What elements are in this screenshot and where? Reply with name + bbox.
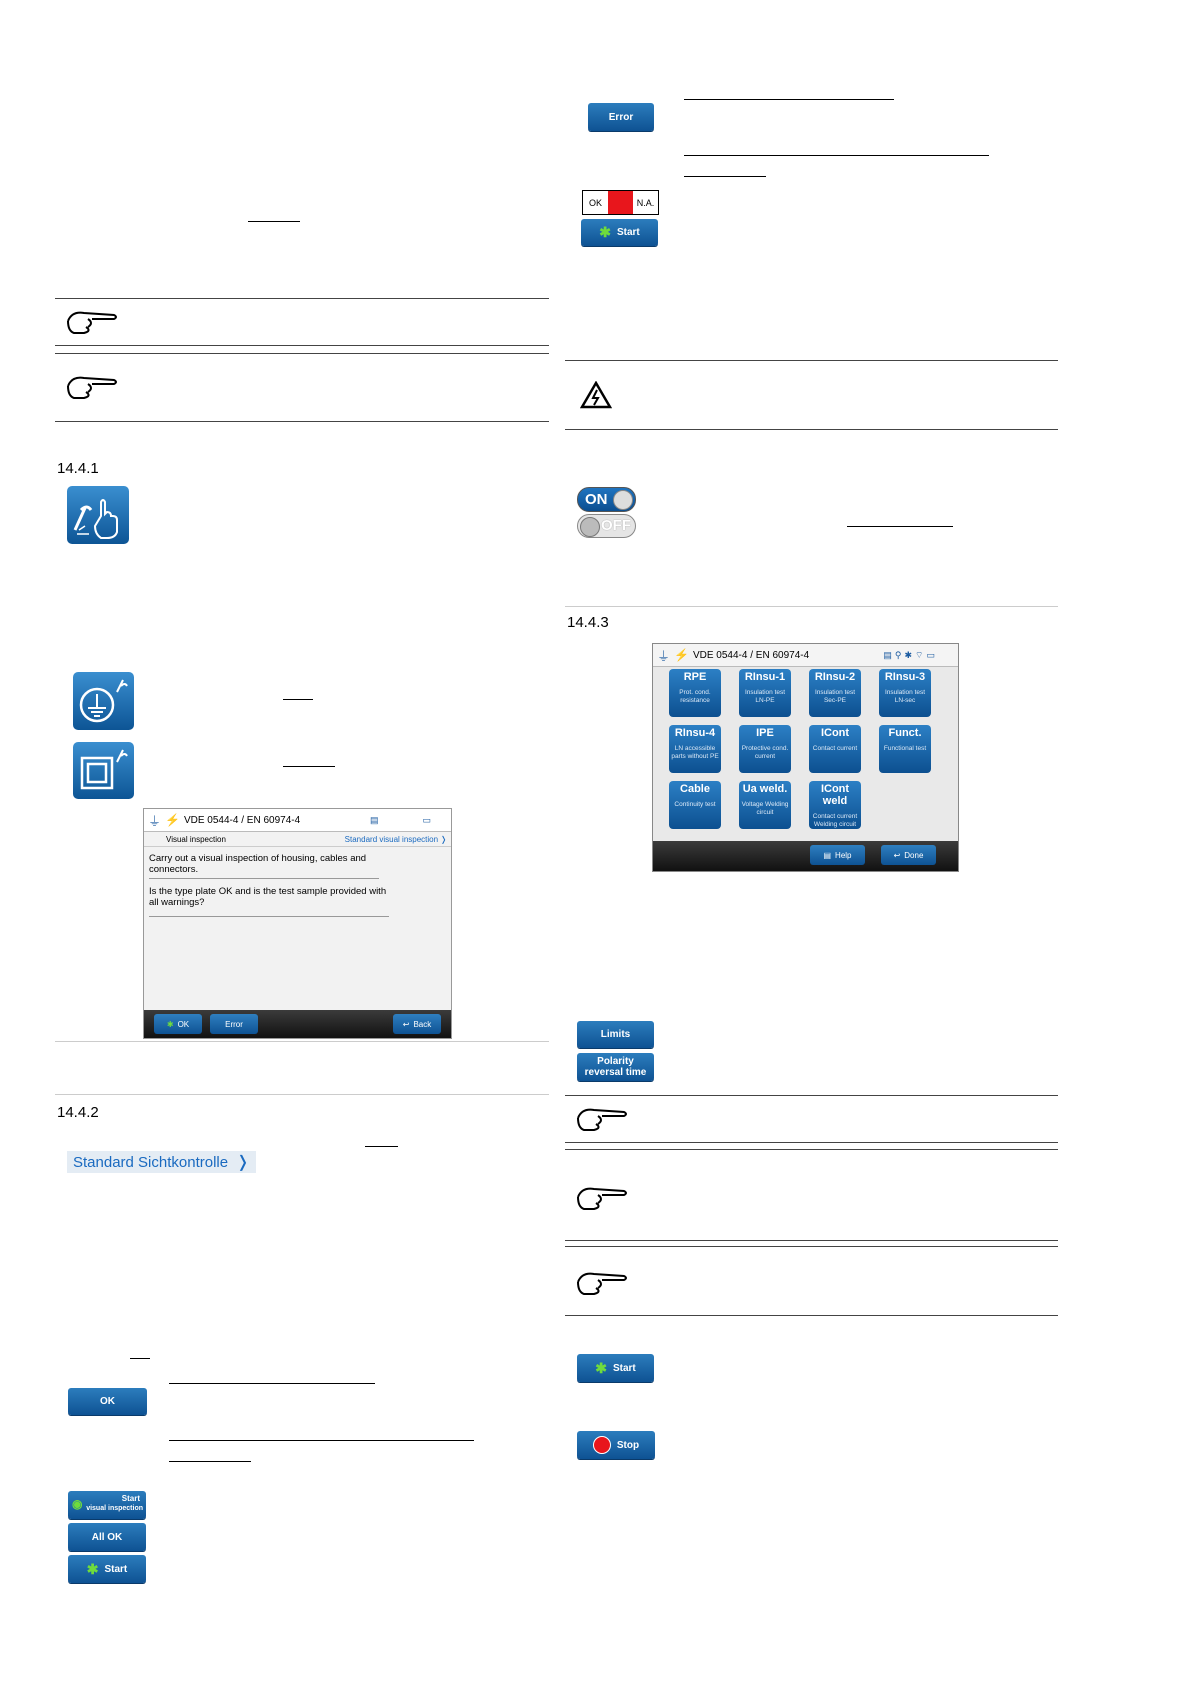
test-tile-subtitle: Prot. cond. resistance (679, 689, 711, 704)
test-selection-screen (652, 643, 959, 872)
test-tile-subtitle: Contact current Welding circuit (812, 813, 858, 828)
screen-done-button[interactable]: ↩ Done (881, 845, 936, 865)
underline-mark (130, 1358, 150, 1359)
test-tile-title: RInsu-2 (814, 671, 856, 683)
screen-help-button[interactable]: ▤ Help (810, 845, 865, 865)
start-button[interactable]: ✱ Start (581, 219, 658, 246)
underline-mark (365, 1146, 398, 1147)
test-tile-title: ICont weld (820, 783, 850, 807)
na-option[interactable]: N.A. (636, 197, 655, 208)
underline-mark (847, 526, 953, 527)
memory-icon: ▤ (369, 814, 379, 825)
test-tile[interactable] (669, 781, 721, 829)
test-tile-subtitle: Functional test (883, 745, 927, 752)
test-tile-subtitle: Contact current (812, 745, 858, 752)
screen-title-bar (144, 809, 451, 832)
test-tile-title: Cable (680, 783, 710, 795)
underline-mark (283, 766, 335, 767)
divider (55, 298, 549, 299)
test-tile[interactable] (739, 669, 791, 717)
test-tile[interactable] (669, 725, 721, 773)
standard-visual-inspection-link[interactable]: Standard Sichtkontrolle ❭ (67, 1151, 256, 1173)
test-tile-grid (653, 644, 958, 871)
screen-ok-button[interactable]: ✱ OK (154, 1014, 202, 1034)
test-tile[interactable] (809, 725, 861, 773)
divider (55, 421, 549, 422)
divider (565, 1246, 1058, 1247)
start-button[interactable]: ✱ Start (577, 1354, 654, 1382)
visual-inspection-screen (143, 808, 452, 1039)
divider (55, 353, 549, 354)
pointing-hand-icon (576, 1268, 628, 1298)
electrical-warning-icon (580, 381, 612, 409)
screen-bottom-bar (144, 1010, 451, 1038)
protection-class-2-tile[interactable] (73, 742, 134, 799)
battery-icon: ▭ (422, 814, 431, 825)
test-tile-title: ICont (820, 727, 850, 739)
eye-icon: ◉ (72, 1497, 83, 1511)
limits-button[interactable]: Limits (577, 1021, 654, 1048)
pointing-hand-icon (66, 307, 118, 337)
pointing-hand-icon (576, 1183, 628, 1213)
test-tile-subtitle: Continuity test (674, 801, 716, 808)
stop-button[interactable]: Stop (577, 1431, 655, 1459)
visual-inspection-tile[interactable] (67, 486, 129, 544)
underline-mark (169, 1383, 375, 1384)
welding-icon: ⚡ (165, 813, 180, 827)
toggle-off[interactable]: OFF (577, 514, 636, 538)
underline-mark (169, 1461, 251, 1462)
divider (565, 606, 1058, 607)
divider (565, 1142, 1058, 1143)
test-tile-title: RInsu-4 (674, 727, 716, 739)
inspection-question-2: Is the type plate OK and is the test sample provided with all warnings? (149, 879, 389, 917)
test-tile[interactable] (739, 781, 791, 829)
polarity-reversal-time-button[interactable]: Polarity reversal time (577, 1053, 654, 1081)
earth-icon: ⏚ (657, 648, 671, 664)
screen-header-left: Visual inspection (166, 834, 226, 844)
section-number: 14.4.2 (57, 1104, 99, 1121)
divider (55, 345, 549, 346)
start-icon: ✱ (595, 1359, 607, 1376)
test-tile-title: Funct. (888, 727, 922, 739)
test-tile[interactable] (809, 781, 861, 829)
divider (565, 429, 1058, 430)
test-tile-subtitle: Insulation test LN-PE (744, 689, 786, 704)
test-tile-title: Ua weld. (742, 783, 788, 795)
stop-icon (593, 1436, 611, 1454)
underline-mark (684, 99, 894, 100)
underline-mark (248, 221, 300, 222)
start-icon: ✱ (599, 224, 611, 240)
test-tile-subtitle: Voltage Welding circuit (741, 801, 789, 816)
inspection-question-1: Carry out a visual inspection of housing, cables and connectors. (149, 853, 379, 879)
test-tile-subtitle: Insulation test LN-sec (884, 689, 926, 704)
all-ok-button[interactable]: All OK (68, 1523, 146, 1551)
fail-option[interactable]: F (608, 191, 633, 214)
test-tile[interactable] (809, 669, 861, 717)
test-tile[interactable] (669, 669, 721, 717)
divider (565, 1240, 1058, 1241)
double-insulation-icon (73, 742, 134, 799)
earth-icon: ⏚ (148, 813, 162, 829)
divider (565, 1315, 1058, 1316)
earth-ground-icon (73, 672, 134, 730)
divider (565, 360, 1058, 361)
toggle-on[interactable]: ON (577, 487, 636, 512)
test-tile[interactable] (739, 725, 791, 773)
test-tile-subtitle: Protective cond. current (741, 745, 789, 760)
welding-hand-icon (67, 486, 129, 544)
divider (55, 1041, 549, 1042)
screen-error-button[interactable]: Error (210, 1014, 258, 1034)
screen-bottom-bar (653, 841, 958, 871)
screen-title: VDE 0544-4 / EN 60974-4 (183, 814, 301, 826)
underline-mark (283, 699, 313, 700)
underline-mark (169, 1440, 474, 1441)
test-tile[interactable] (879, 669, 931, 717)
divider (565, 1149, 1058, 1150)
ok-button[interactable]: OK (68, 1388, 147, 1415)
pointing-hand-icon (576, 1104, 628, 1134)
section-number: 14.4.3 (567, 614, 609, 631)
divider (55, 1094, 549, 1095)
test-tile-subtitle: LN accessible parts without PE (671, 745, 719, 760)
test-tile-title: RInsu-1 (744, 671, 786, 683)
test-tile-title: RInsu-3 (884, 671, 926, 683)
test-tile-subtitle: Insulation test Sec-PE (814, 689, 856, 704)
welding-icon: ⚡ (674, 648, 689, 662)
ok-option[interactable]: OK (588, 197, 602, 208)
start-button[interactable]: ✱ Start (68, 1555, 146, 1583)
underline-mark (684, 155, 989, 156)
error-button[interactable]: Error (588, 103, 654, 131)
status-icons: ▤⚲✱⌔▭ (883, 649, 938, 660)
section-number: 14.4.1 (57, 460, 99, 477)
test-tile-title: IPE (756, 727, 774, 739)
start-icon: ✱ (86, 1560, 99, 1577)
underline-mark (684, 176, 766, 177)
start-visual-inspection-button[interactable]: ◉ Start visual inspection (68, 1491, 146, 1519)
standard-visual-inspection-link[interactable]: Standard visual inspection ❭ (344, 834, 447, 844)
screen-title: VDE 0544-4 / EN 60974-4 (692, 649, 810, 661)
screen-back-button[interactable]: ↩ Back (393, 1014, 441, 1034)
pointing-hand-icon (66, 372, 118, 402)
test-tile-title: RPE (683, 671, 707, 683)
protection-class-1-tile[interactable] (73, 672, 134, 730)
ok-fail-na-selector[interactable] (582, 190, 659, 215)
test-tile[interactable] (879, 725, 931, 773)
divider (565, 1095, 1058, 1096)
